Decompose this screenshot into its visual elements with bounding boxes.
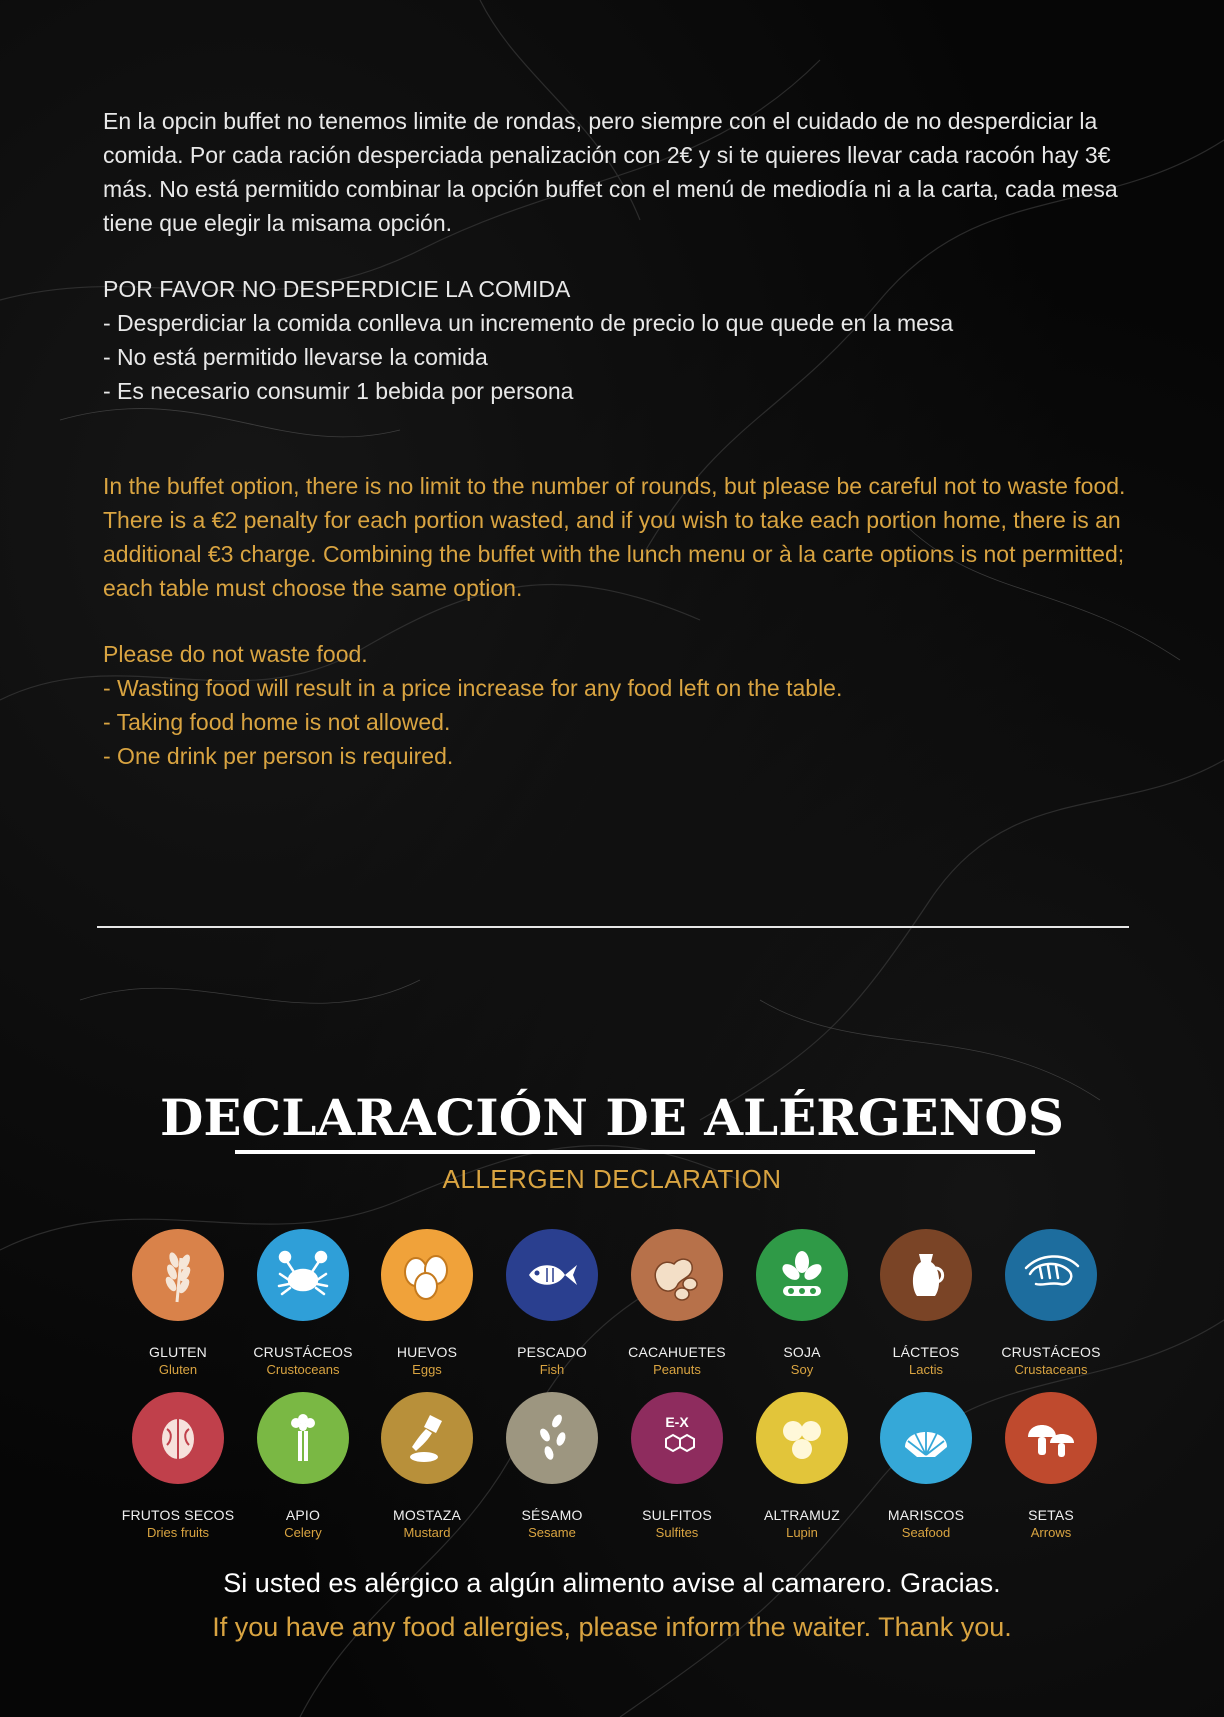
allergen-name-en: Crustoceans bbox=[266, 1362, 340, 1377]
allergen-circle bbox=[506, 1229, 598, 1321]
allergy-notice-es: Si usted es alérgico a algún alimento avise al camarero. Gracias. bbox=[223, 1568, 1001, 1598]
peanut-icon bbox=[646, 1244, 708, 1306]
allergen-name-es: CRUSTÁCEOS bbox=[1001, 1344, 1101, 1360]
soy-icon bbox=[771, 1244, 833, 1306]
spanish-rule: - Desperdiciar la comida conlleva un incremento de precio lo que quede en la mesa bbox=[103, 310, 954, 336]
allergen-circle bbox=[756, 1392, 848, 1484]
allergen-name-en: Eggs bbox=[412, 1362, 442, 1377]
spanish-rule: - Es necesario consumir 1 bebida por persona bbox=[103, 378, 574, 404]
allergen-name-es: SULFITOS bbox=[642, 1507, 712, 1523]
lupin-icon bbox=[771, 1407, 833, 1469]
celery-icon bbox=[272, 1407, 334, 1469]
allergen-circle bbox=[132, 1392, 224, 1484]
allergen-circle bbox=[132, 1229, 224, 1321]
allergen-name-es: MOSTAZA bbox=[392, 1507, 462, 1523]
allergen-name-es: APIO bbox=[285, 1507, 321, 1523]
allergen-circle bbox=[381, 1392, 473, 1484]
allergen-circle bbox=[506, 1392, 598, 1484]
allergen-name-es: FRUTOS SECOS bbox=[121, 1507, 235, 1523]
allergen-name-es: GLUTEN bbox=[149, 1344, 207, 1360]
allergen-name-es: PESCADO bbox=[517, 1344, 587, 1360]
allergen-circle bbox=[257, 1229, 349, 1321]
allergen-circle bbox=[880, 1392, 972, 1484]
english-rule: - One drink per person is required. bbox=[103, 743, 454, 769]
allergen-crustaceos bbox=[233, 1229, 373, 1379]
wheat-icon bbox=[147, 1244, 209, 1306]
shell-icon bbox=[895, 1407, 957, 1469]
allergen-name-es: ALTRAMUZ bbox=[763, 1507, 840, 1523]
allergen-mostaza bbox=[357, 1392, 497, 1542]
allergen-circle bbox=[381, 1229, 473, 1321]
allergen-name-en: Lactis bbox=[909, 1362, 943, 1377]
allergen-name-es: MARISCOS bbox=[887, 1507, 965, 1523]
mustard-icon bbox=[396, 1407, 458, 1469]
allergen-sesamo bbox=[482, 1392, 622, 1542]
allergen-name-en: Arrows bbox=[1030, 1525, 1072, 1540]
allergen-circle bbox=[1005, 1392, 1097, 1484]
milk-jug-icon bbox=[895, 1244, 957, 1306]
allergen-circle bbox=[631, 1229, 723, 1321]
fish-icon bbox=[521, 1244, 583, 1306]
allergen-name-es: SETAS bbox=[1028, 1507, 1074, 1523]
allergen-frutos-secos bbox=[108, 1392, 248, 1542]
allergy-notice-en: If you have any food allergies, please inform the waiter. Thank you. bbox=[212, 1612, 1012, 1642]
allergen-lacteos bbox=[856, 1229, 996, 1379]
allergen-name-en: Fish bbox=[539, 1362, 565, 1377]
allergen-name-es: HUEVOS bbox=[396, 1344, 458, 1360]
allergen-mariscos bbox=[856, 1392, 996, 1542]
allergen-gluten bbox=[108, 1229, 248, 1379]
english-rules-title: Please do not waste food. bbox=[103, 641, 368, 667]
spanish-rule: - No está permitido llevarse la comida bbox=[103, 344, 488, 370]
allergen-name-es: SÉSAMO bbox=[521, 1507, 583, 1523]
english-paragraph: In the buffet option, there is no limit to the number of rounds, but please be careful not to waste food. There is a €2 penalty for each portion wasted, and if you wish to take each portion home, there is an additional €3 charge. Combining the buffet with the lunch menu or à la carte options is not permitted; each table must choose the same option. bbox=[103, 473, 1126, 601]
allergen-huevos bbox=[357, 1229, 497, 1379]
allergen-cacahuetes bbox=[607, 1229, 747, 1379]
allergen-name-en: Mustard bbox=[403, 1525, 451, 1540]
allergen-name-es: CRUSTÁCEOS bbox=[253, 1344, 353, 1360]
allergen-pescado bbox=[482, 1229, 622, 1379]
crab-icon bbox=[272, 1244, 334, 1306]
eggs-icon bbox=[396, 1244, 458, 1306]
allergen-sulfitos bbox=[607, 1392, 747, 1542]
allergen-subtitle: ALLERGEN DECLARATION bbox=[442, 1164, 782, 1194]
allergen-altramuz bbox=[732, 1392, 872, 1542]
spanish-paragraph: En la opcin buffet no tenemos limite de rondas, pero siempre con el cuidado de no desperdiciar la comida. Por cada ración desperciada penalización con 2€ y si te quieres llevar cada racoón hay 3€ más. No está permitido combinar la opción buffet con el menú de mediodía ni a la carta, cada mesa tiene que elegir la misama opción. bbox=[103, 108, 1118, 236]
allergen-name-en: Crustaceans bbox=[1014, 1362, 1088, 1377]
spanish-rules-title: POR FAVOR NO DESPERDICIE LA COMIDA bbox=[103, 276, 571, 302]
allergen-circle bbox=[880, 1229, 972, 1321]
allergen-name-en: Peanuts bbox=[653, 1362, 701, 1377]
allergen-name-en: Celery bbox=[284, 1525, 322, 1540]
shrimp-icon bbox=[1020, 1244, 1082, 1306]
english-rule: - Wasting food will result in a price increase for any food left on the table. bbox=[103, 675, 843, 701]
allergen-name-es: LÁCTEOS bbox=[892, 1344, 960, 1360]
walnut-icon bbox=[147, 1407, 209, 1469]
mushroom-icon bbox=[1020, 1407, 1082, 1469]
allergen-name-en: Sesame bbox=[528, 1525, 576, 1540]
sulfites-code: E-X bbox=[665, 1414, 689, 1430]
sesame-icon bbox=[521, 1407, 583, 1469]
sulfites-icon bbox=[646, 1407, 708, 1469]
allergen-name-es: CACAHUETES bbox=[628, 1344, 726, 1360]
allergen-name-en: Sulfites bbox=[655, 1525, 699, 1540]
english-rule: - Taking food home is not allowed. bbox=[103, 709, 451, 735]
allergen-apio bbox=[233, 1392, 373, 1542]
allergen-title: DECLARACIÓN DE ALÉRGENOS bbox=[159, 1088, 1065, 1147]
allergen-name-es: SOJA bbox=[783, 1344, 821, 1360]
allergen-name-en: Soy bbox=[790, 1362, 814, 1377]
allergen-name-en: Seafood bbox=[901, 1525, 951, 1540]
allergen-name-en: Lupin bbox=[786, 1525, 818, 1540]
allergen-circle bbox=[1005, 1229, 1097, 1321]
allergen-name-en: Dries fruits bbox=[146, 1525, 210, 1540]
allergen-name-en: Gluten bbox=[158, 1362, 198, 1377]
allergen-circle bbox=[631, 1392, 723, 1484]
allergen-setas bbox=[981, 1392, 1121, 1542]
allergen-crustaceos-2 bbox=[981, 1229, 1121, 1379]
allergen-circle bbox=[257, 1392, 349, 1484]
allergen-soja bbox=[732, 1229, 872, 1379]
allergen-circle bbox=[756, 1229, 848, 1321]
